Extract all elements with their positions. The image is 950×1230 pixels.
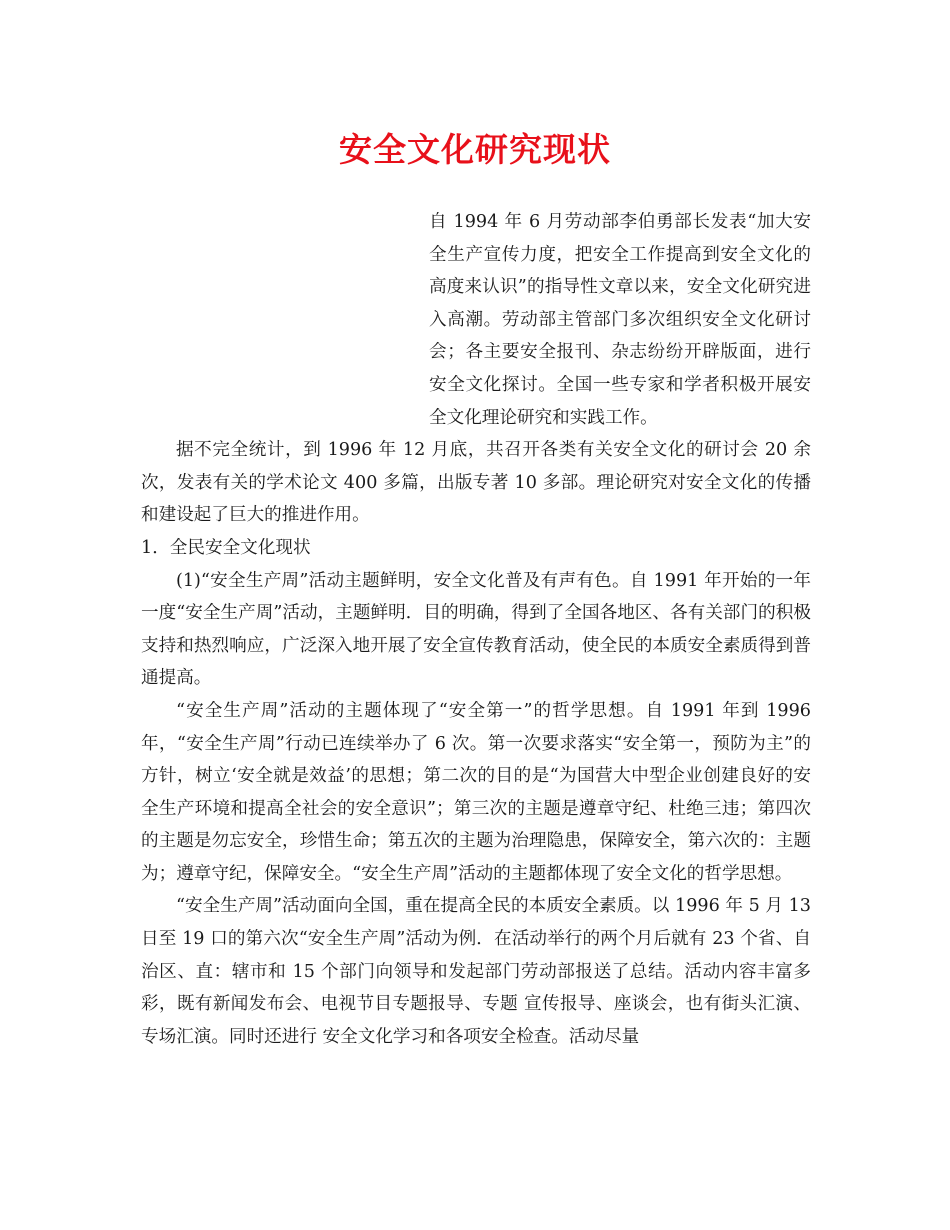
section-heading: 1．全民安全文化现状 <box>141 537 311 558</box>
document-body <box>141 206 811 1053</box>
paragraph-safety-week: (1)“安全生产周”活动主题鲜明，安全文化普及有声有色。自 1991 年开始的一年一度“安全生产周”活动，主题鲜明．目的明确，得到了全国各地区、各有关部门的积极支持和热烈响应，广泛深入地开展了安全宣传教育活动，使全民的本质安全素质得到普通提高。 <box>141 570 811 689</box>
paragraph-statistics: 据不完全统计，到 1996 年 12 月底，共召开各类有关安全文化的研讨会 20 余次，发表有关的学术论文 400 多篇，出版专著 10 多部。理论研究对安全文化的传播和建设起了巨大的推进作用。 <box>141 440 811 526</box>
paragraph-intro: 自 1994 年 6 月劳动部李伯勇部长发表“加大安全生产宣传力度，把安全工作提高到安全文化的高度来认识”的指导性文章以来，安全文化研究进入高潮。劳动部主管部门多次组织安全文化研讨会；各主要安全报刊、杂志纷纷开辟版面，进行安全文化探讨。全国一些专家和学者积极开展安全文化理论研究和实践工作。 <box>429 212 811 428</box>
paragraph-safety-week-activities: “安全生产周”活动面向全国，重在提高全民的本质安全素质。以 1996 年 5 月 13 日至 19 口的第六次“安全生产周”活动为例．在活动举行的两个月后就有 23 个省、自治区、直：辖市和 15 个部门向领导和发起部门劳动部报送了总结。活动内容丰富多彩，既有新闻发布会、电视节目专题报导、专题 宣传报导、座谈会，也有街头汇演、专场汇演。同时还进行 安全文化学习和各项安全检查。活动尽量 <box>141 896 811 1047</box>
document-title: 安全文化研究现状 <box>339 130 611 169</box>
paragraph-safety-week-themes: “安全生产周”活动的主题体现了“安全第一”的哲学思想。自 1991 年到 1996 年，“安全生产周”行动已连续举办了 6 次。第一次要求落实“安全第一，预防为主”的方针，树立‘安全就是效益’的思想；第二次的目的是“为国营大中型企业创建良好的安全生产环境和提高全社会的安全意识”；第三次的主题是遵章守纪、杜绝三违；第四次的主题是勿忘安全，珍惜生命；第五次的主题为治理隐患，保障安全，第六次的：主题为；遵章守纪，保障安全。“安全生产周”活动的主题都体现了安全文化的哲学思想。 <box>141 700 811 884</box>
